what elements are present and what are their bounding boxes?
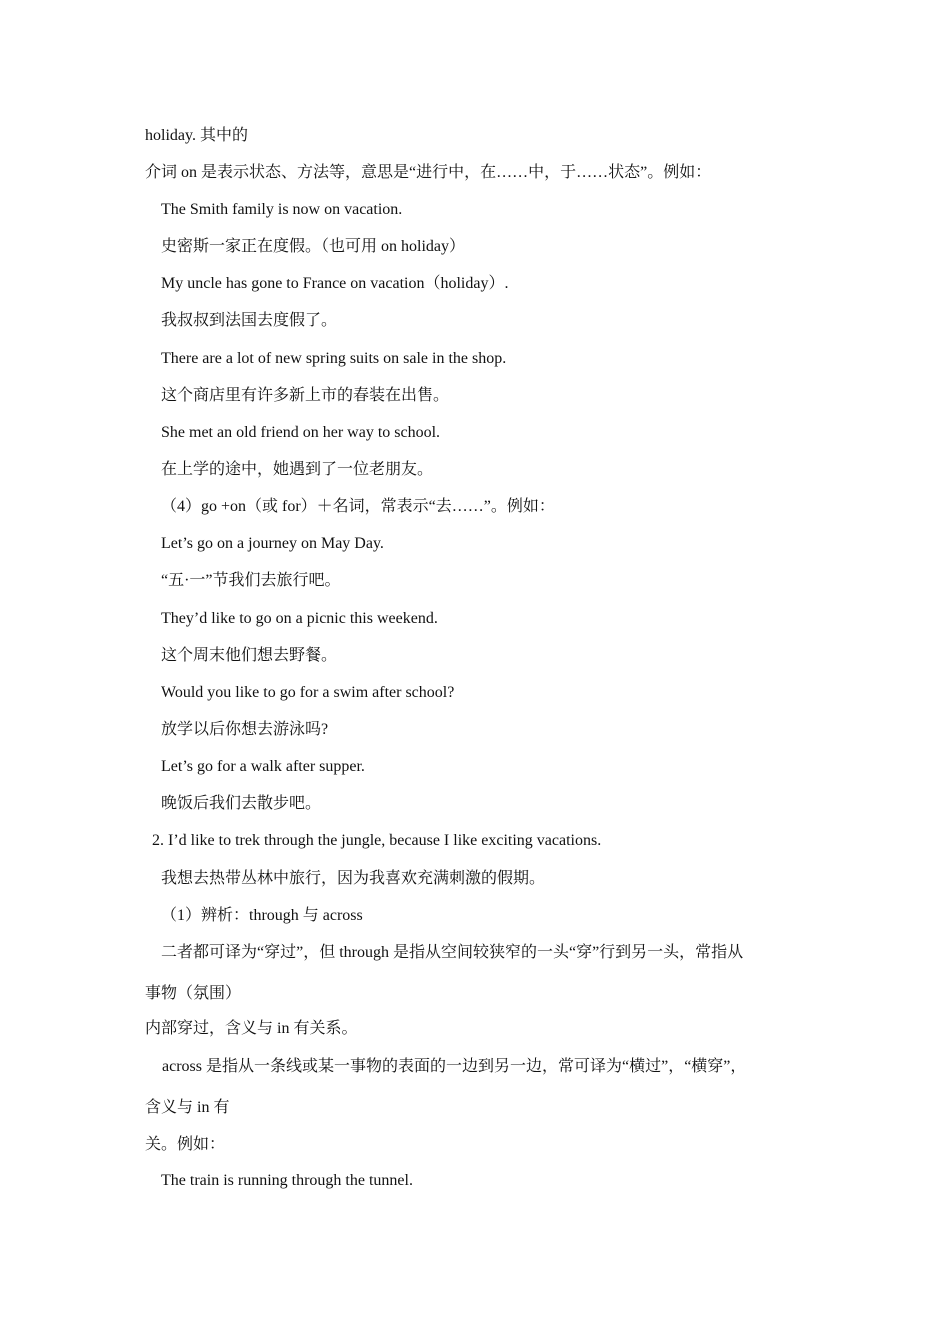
paragraph-through-explanation-cont: 事物（氛围） [145, 985, 242, 1002]
example-sentence-chinese: 史密斯一家正在度假。（也可用 on holiday） [161, 238, 465, 255]
paragraph-across-explanation-cont: 含义与 in 有 [145, 1099, 230, 1116]
numbered-item-2-translation: 我想去热带丛林中旅行，因为我喜欢充满刺激的假期。 [161, 870, 546, 887]
example-sentence-english: The train is running through the tunnel. [161, 1172, 413, 1189]
example-sentence-chinese: 在上学的途中，她遇到了一位老朋友。 [161, 461, 434, 478]
paragraph-through-explanation-cont: 内部穿过，含义与 in 有关系。 [145, 1020, 358, 1037]
rule-heading-through-across: （1）辨析：through 与 across [161, 907, 363, 924]
example-sentence-english: There are a lot of new spring suits on sale in the shop. [161, 350, 507, 367]
text-line-preposition-on-explanation: 介词 on 是表示状态、方法等，意思是“进行中，在……中，于……状态”。例如： [145, 164, 712, 181]
paragraph-across-explanation-cont: 关。例如： [145, 1136, 226, 1153]
example-sentence-english: She met an old friend on her way to school. [161, 424, 441, 441]
paragraph-across-explanation: across 是指从一条线或某一事物的表面的一边到另一边，常可译为“横过”，“横穿”， [162, 1058, 747, 1075]
text-line-continuation: holiday. 其中的 [145, 127, 248, 144]
example-sentence-english: Let’s go for a walk after supper. [161, 758, 365, 775]
example-sentence-chinese: “五·一”节我们去旅行吧。 [161, 572, 341, 589]
example-sentence-chinese: 我叔叔到法国去度假了。 [161, 312, 338, 329]
example-sentence-english: Would you like to go for a swim after school? [161, 684, 455, 701]
example-sentence-english: My uncle has gone to France on vacation（holiday）. [161, 275, 509, 292]
example-sentence-english: They’d like to go on a picnic this weekend. [161, 610, 438, 627]
paragraph-through-explanation: 二者都可译为“穿过”，但 through 是指从空间较狭窄的一头“穿”行到另一头，常指从 [161, 944, 744, 961]
example-sentence-english: Let’s go on a journey on May Day. [161, 535, 384, 552]
example-sentence-chinese: 这个商店里有许多新上市的春装在出售。 [161, 387, 450, 404]
example-sentence-chinese: 放学以后你想去游泳吗? [161, 721, 329, 738]
rule-heading-go-on: （4）go +on（或 for）＋名词，常表示“去……”。例如： [161, 498, 555, 515]
example-sentence-chinese: 这个周末他们想去野餐。 [161, 647, 338, 664]
example-sentence-english: The Smith family is now on vacation. [161, 201, 403, 218]
example-sentence-chinese: 晚饭后我们去散步吧。 [161, 795, 322, 812]
numbered-item-2: 2. I’d like to trek through the jungle, because I like exciting vacations. [152, 832, 602, 849]
